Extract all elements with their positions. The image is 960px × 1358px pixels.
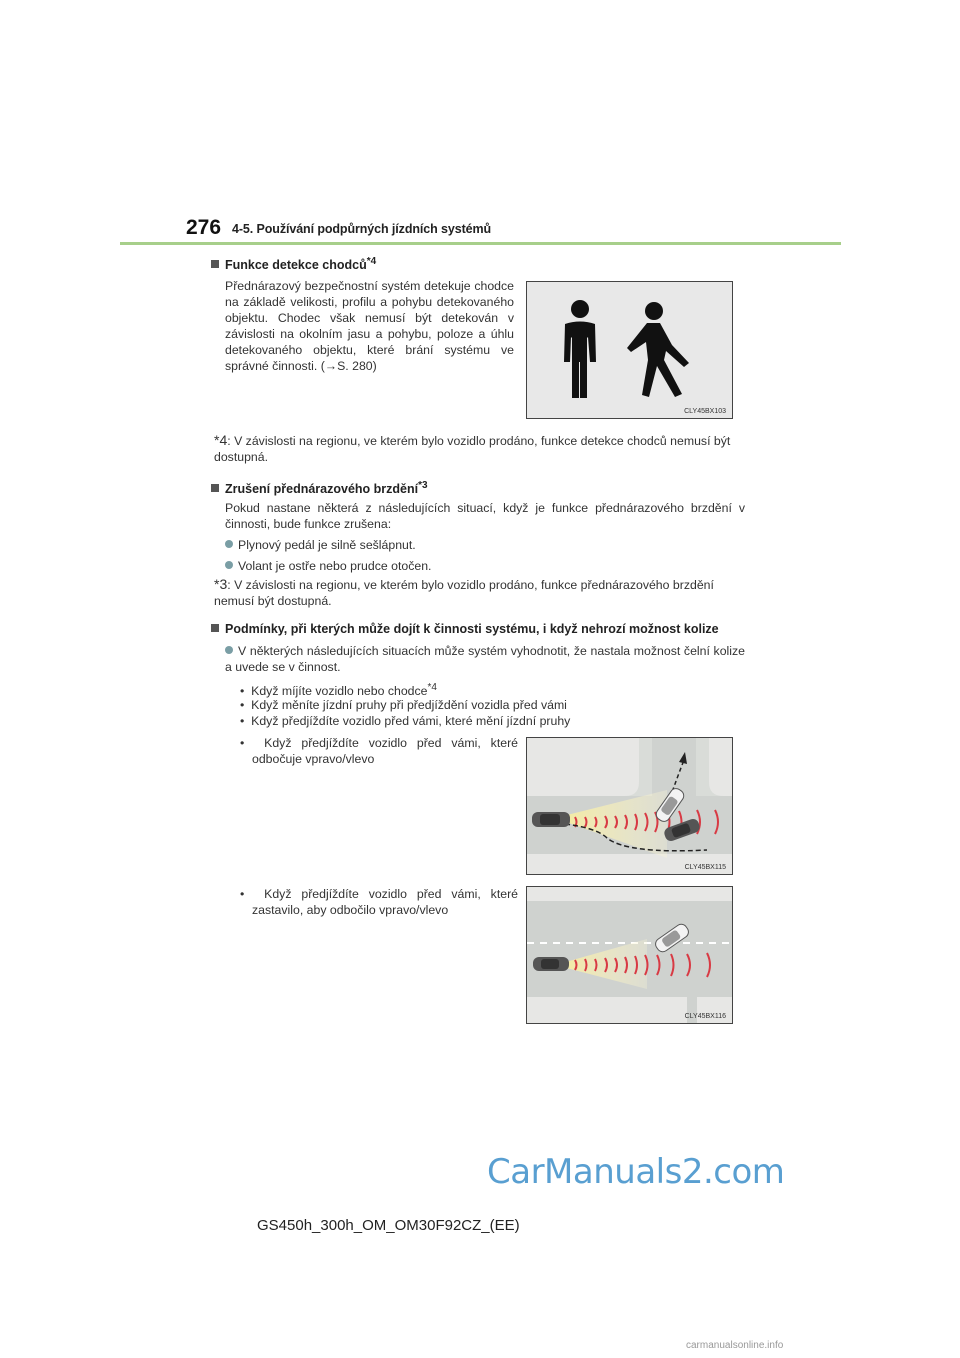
- round-bullet-icon: [225, 646, 233, 654]
- sub-bullet-1-text: Když míjíte vozidlo nebo chodce: [251, 684, 428, 699]
- square-bullet-icon: [211, 260, 219, 268]
- square-bullet-icon: [211, 624, 219, 632]
- conditions-bullet-text: V některých následujících situacích může systém vyhodnotit, že nastala možnost čelní kolize a uvede se v činnost.: [225, 644, 745, 674]
- cancel-heading-text: Zrušení přednárazového brzdění: [225, 482, 419, 497]
- figure-code: CLY45BX103: [684, 408, 726, 415]
- sub-bullet-5: • Když předjíždíte vozidlo před vámi, které zastavilo, aby odbočilo vpravo/vlevo: [240, 887, 519, 917]
- footnote-mark: *3: [214, 576, 228, 592]
- stopped-car-figure: [526, 886, 733, 1024]
- round-bullet-icon: [225, 540, 233, 548]
- sub-bullet-4: • Když předjíždíte vozidlo před vámi, které odbočuje vpravo/vlevo: [240, 736, 519, 766]
- sub-bullet-2-text: Když měníte jízdní pruhy při předjíždění vozidla před vámi: [251, 698, 567, 712]
- pedestrian-body: Přednárazový bezpečnostní systém detekuje chodce na základě velikosti, profilu a pohybu detekovaného objektu. Chodec však nemusí být detekován v závislosti na okolním jasu a pohybu, poloze a úhlu detekovaného objektu, které brání systému ve správné činnosti. (→S. 280): [225, 279, 514, 373]
- round-bullet-icon: [225, 561, 233, 569]
- cancel-bullet-2: [225, 558, 431, 574]
- footnote-text: : V závislosti na regionu, ve kterém bylo vozidlo prodáno, funkce přednárazového brzdění nemusí být dostupná.: [214, 578, 714, 608]
- sub-bullet-1: • Když míjíte vozidlo nebo chodce$^{*4}$: [240, 682, 437, 699]
- pedestrian-figure: [526, 281, 733, 419]
- sub-bullet-2: • Když měníte jízdní pruhy při předjíždění vozidla před vámi: [240, 698, 567, 712]
- turning-car-figure: [526, 737, 733, 875]
- cancel-bullet-1-text: Plynový pedál je silně sešlápnut.: [238, 538, 416, 552]
- own-car-icon: [533, 957, 569, 971]
- figure-code: CLY45BX116: [684, 1013, 726, 1020]
- sub-bullet-4-text: Když předjíždíte vozidlo před vámi, které odbočuje vpravo/vlevo: [252, 736, 519, 766]
- pedestrian-heading-text: Funkce detekce chodců: [225, 258, 367, 273]
- square-bullet-icon: [211, 484, 219, 492]
- pedestrian-illustration: [527, 282, 732, 418]
- pedestrian-footnote: [214, 432, 744, 465]
- cancel-heading: [211, 480, 428, 496]
- page-number: 276: [186, 216, 222, 239]
- sub-bullet-3-text: Když předjíždíte vozidlo před vámi, které mění jízdní pruhy: [251, 714, 571, 728]
- footnote-text: : V závislosti na regionu, ve kterém bylo vozidlo prodáno, funkce detekce chodců nemusí být dostupná.: [214, 434, 731, 464]
- pedestrian-heading: [211, 256, 376, 272]
- watermark-secondary[interactable]: carmanualsonline.info: [686, 1340, 784, 1351]
- conditions-bullet: [225, 643, 745, 675]
- standing-person-icon: [564, 300, 596, 398]
- stopped-car-illustration: [527, 887, 732, 1023]
- cancel-bullet-1: [225, 537, 416, 553]
- watermark-logo[interactable]: CarManuals2.com: [487, 1152, 785, 1192]
- conditions-heading-text: Podmínky, při kterých může dojít k činnosti systému, i když nehrozí možnost kolize: [225, 622, 719, 636]
- pedestrian-heading-sup: *4: [366, 256, 377, 267]
- walking-person-icon: [627, 302, 689, 397]
- cancel-heading-sup: *3: [418, 480, 428, 491]
- cancel-body: Pokud nastane některá z následujících situací, když je funkce přednárazového brzdění v činnosti, bude funkce zrušena:: [225, 501, 745, 531]
- sub-bullet-5-text: Když předjíždíte vozidlo před vámi, které zastavilo, aby odbočilo vpravo/vlevo: [252, 887, 519, 917]
- sub-bullet-3: • Když předjíždíte vozidlo před vámi, které mění jízdní pruhy: [240, 714, 571, 728]
- chapter-title: 4-5. Používání podpůrných jízdních systémů: [232, 222, 492, 236]
- cancel-bullet-2-text: Volant je ostře nebo prudce otočen.: [238, 559, 432, 573]
- turning-car-illustration: [527, 738, 732, 874]
- own-car-icon: [532, 812, 570, 827]
- header-divider: [120, 242, 841, 245]
- sub-bullet-1-sup: *4: [427, 682, 437, 693]
- document-code: GS450h_300h_OM_OM30F92CZ_(EE): [257, 1217, 520, 1234]
- footnote-mark: *4: [214, 432, 228, 448]
- cancel-footnote: [214, 576, 744, 609]
- conditions-heading: [211, 622, 719, 636]
- figure-code: CLY45BX115: [684, 864, 726, 871]
